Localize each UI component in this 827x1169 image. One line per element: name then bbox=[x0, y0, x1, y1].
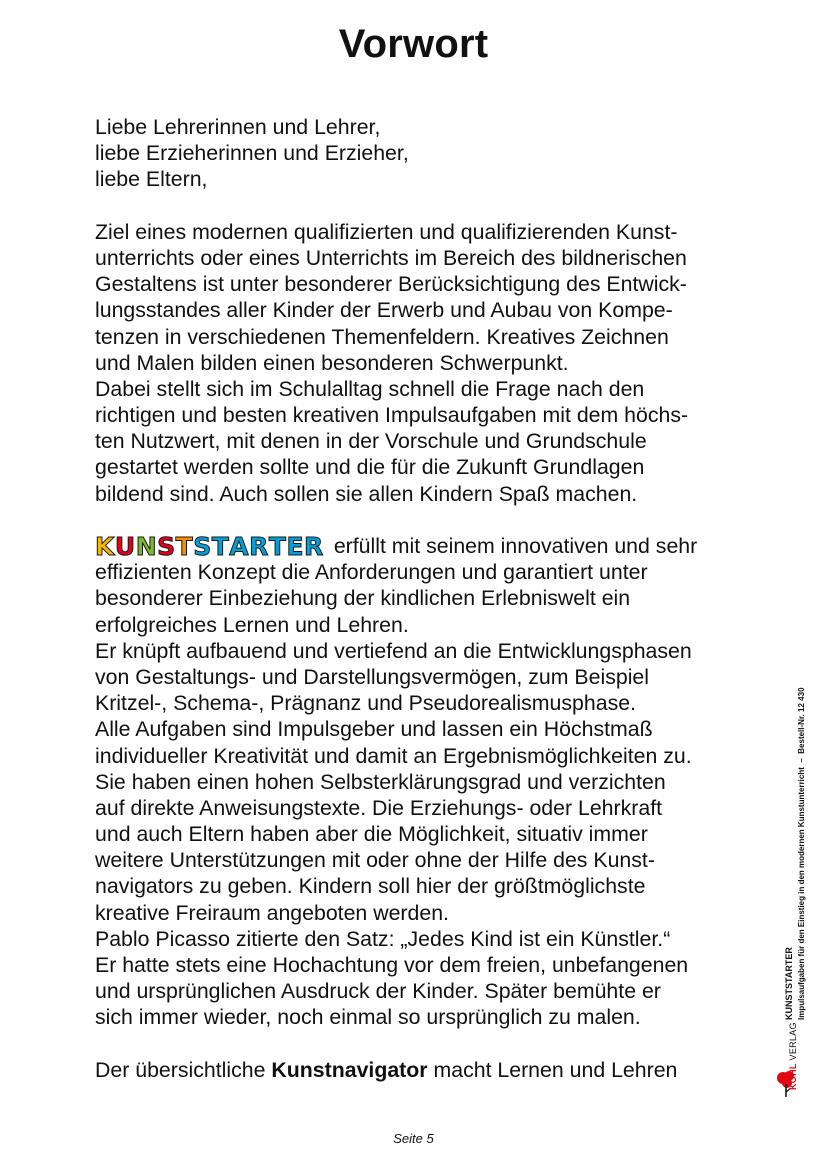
kunstnavigator-term: Kunstnavigator bbox=[271, 1057, 428, 1082]
logo-letter: N bbox=[135, 532, 158, 562]
text-line: Sie haben einen hohen Selbsterklärungsgrad und verzichten bbox=[95, 769, 666, 794]
text-line: lungsstandes aller Kinder der Erwerb und Aubau von Kompe- bbox=[95, 298, 673, 323]
salutation-line: liebe Erzieherinnen und Erzieher, bbox=[95, 141, 409, 166]
logo-letter: U bbox=[114, 532, 136, 562]
text-line: individueller Kreativität und damit an Ergebnismöglichkeiten zu. bbox=[95, 743, 692, 768]
logo-letter: K bbox=[95, 532, 115, 562]
publisher-kohl: KOHL bbox=[788, 1063, 798, 1090]
text-line: gestartet werden sollte und die für die Zukunft Grundlagen bbox=[95, 455, 645, 480]
logo-text-line bbox=[95, 532, 775, 562]
text-segment: macht Lernen und Lehren bbox=[427, 1057, 678, 1082]
text-line: Kritzel-, Schema-, Prägnanz und Pseudorealismusphase. bbox=[95, 691, 636, 716]
publisher-name bbox=[788, 1022, 798, 1090]
text-line: effizienten Konzept die Anforderungen und garantiert unter bbox=[95, 560, 648, 585]
text-line: bildend sind. Auch sollen sie allen Kindern Spaß machen. bbox=[95, 481, 638, 506]
series-subtitle: Impulsaufgaben für den Einstieg in den modernen Kunstunterricht bbox=[797, 767, 806, 1020]
text-line: navigators zu geben. Kindern soll hier der größtmöglichste bbox=[95, 874, 646, 899]
text-line: auf direkte Anweisungstexte. Die Erziehungs- oder Lehrkraft bbox=[95, 795, 663, 820]
text-segment: Der übersichtliche bbox=[95, 1057, 272, 1082]
publisher-verlag: VERLAG bbox=[788, 1022, 798, 1061]
text-line: Er knüpft aufbauend und vertiefend an die Entwicklungsphasen bbox=[95, 638, 692, 663]
text-line: Alle Aufgaben sind Impulsgeber und lassen ein Höchstmaß bbox=[95, 717, 653, 742]
separator: – bbox=[797, 758, 806, 763]
text-line: von Gestaltungs- und Darstellungsvermögen, zum Beispiel bbox=[95, 664, 649, 689]
logo-letter: T bbox=[211, 532, 230, 562]
text-line: Dabei stellt sich im Schulalltag schnell die Frage nach den bbox=[95, 376, 645, 401]
text-line: und ursprünglichen Ausdruck der Kinder. Später bemühte er bbox=[95, 979, 661, 1004]
text-line: kreative Freiraum angeboten werden. bbox=[95, 900, 449, 925]
logo-letter: T bbox=[175, 532, 194, 562]
publisher-logo bbox=[774, 1022, 814, 1102]
text-line: erfüllt mit seinem innovativen und sehr bbox=[333, 533, 698, 558]
text-line: tenzen in verschiedenen Themenfeldern. Kreatives Zeichnen bbox=[95, 324, 669, 349]
order-number: Bestell-Nr. 12 430 bbox=[797, 687, 806, 754]
logo-letter: T bbox=[268, 532, 287, 562]
logo-letter: R bbox=[304, 532, 324, 562]
text-line: Gestaltens ist unter besonderer Berücksichtigung des Entwick- bbox=[95, 272, 687, 297]
salutation-line: liebe Eltern, bbox=[95, 167, 208, 192]
page-number: Seite 5 bbox=[393, 1131, 434, 1146]
text-line: ten Nutzwert, mit denen in der Vorschule und Grundschule bbox=[95, 429, 647, 454]
page-title: Vorwort bbox=[338, 22, 489, 66]
text-line: Pablo Picasso zitierte den Satz: „Jedes Kind ist ein Künstler.“ bbox=[95, 926, 671, 951]
logo-letter: S bbox=[193, 532, 212, 562]
text-line: besonderer Einbeziehung der kindlichen Erlebniswelt ein bbox=[95, 586, 631, 611]
sidebar-credit bbox=[770, 650, 827, 1030]
sidebar-line bbox=[797, 687, 806, 1020]
logo-letter: S bbox=[157, 532, 176, 562]
text-line: und Malen bilden einen besonderen Schwerpunkt. bbox=[95, 350, 569, 375]
text-line: Ziel eines modernen qualifizierten und qualifizierenden Kunst- bbox=[95, 219, 678, 244]
text-line: Er hatte stets eine Hochachtung vor dem freien, unbefangenen bbox=[95, 953, 689, 977]
text-line: erfolgreiches Lernen und Lehren. bbox=[95, 612, 409, 637]
salutation-line: Liebe Lehrerinnen und Lehrer, bbox=[95, 115, 381, 139]
text-line: unterrichts oder eines Unterrichts im Bereich des bildnerischen bbox=[95, 245, 687, 270]
text-line bbox=[95, 1057, 775, 1083]
text-line: und auch Eltern haben aber die Möglichkeit, situativ immer bbox=[95, 822, 648, 847]
text-line: richtigen und besten kreativen Impulsaufgaben mit dem höchs- bbox=[95, 403, 689, 428]
logo-letter: R bbox=[249, 532, 269, 562]
kunststarter-logo bbox=[95, 532, 324, 562]
text-line: weitere Unterstützungen mit oder ohne der Hilfe des Kunst- bbox=[95, 848, 655, 873]
series-title: KUNSTSTARTER bbox=[784, 947, 794, 1020]
text-line: sich immer wieder, noch einmal so ursprünglich zu malen. bbox=[95, 1005, 641, 1030]
logo-letter: A bbox=[229, 532, 250, 562]
preface-body bbox=[95, 114, 775, 1083]
logo-letter: E bbox=[286, 532, 305, 562]
